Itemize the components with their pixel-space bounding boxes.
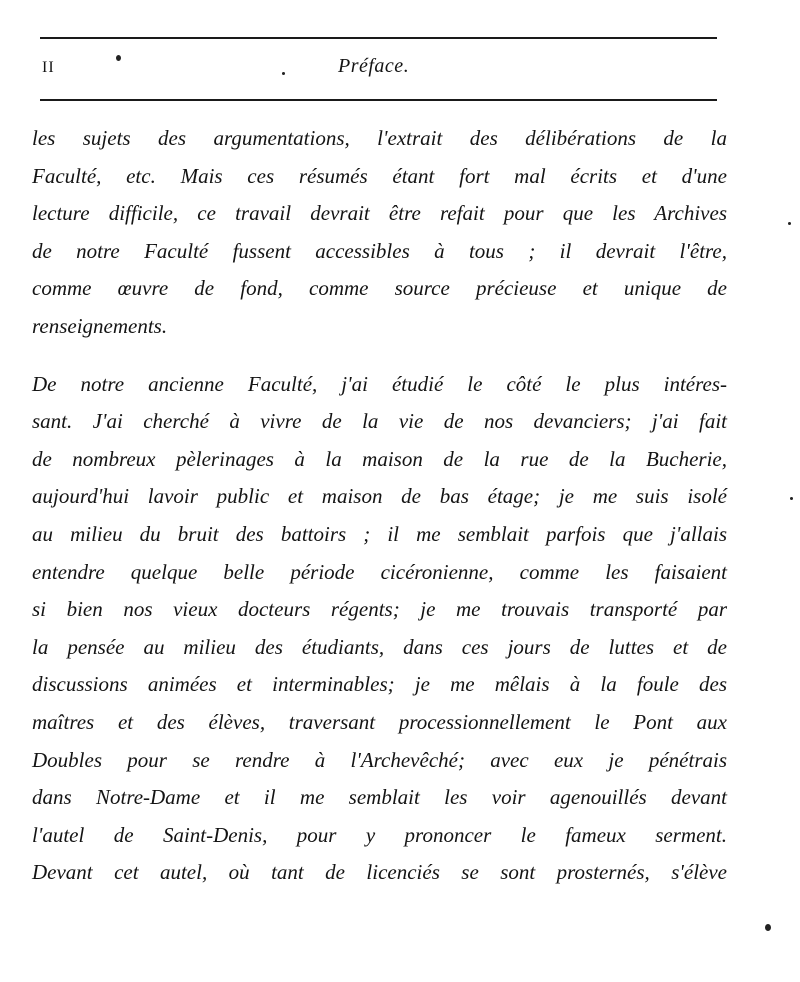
text-line: discussions animées et interminables; je me mêlais à la foule des (32, 672, 727, 697)
text-line: l'autel de Saint-Denis, pour y prononcer le fameux serment. (32, 822, 727, 847)
text-line: de notre Faculté fussent accessibles à tous ; il devrait l'être, (32, 238, 727, 263)
paragraph-spacer (32, 346, 727, 366)
text-line: De notre ancienne Faculté, j'ai étudié le côté le plus intéres- (32, 371, 727, 396)
text-line: sant. J'ai cherché à vivre de la vie de nos devanciers; j'ai fait (32, 409, 727, 434)
paragraph-1 (32, 120, 727, 346)
ink-speck (788, 222, 791, 225)
text-line: comme œuvre de fond, comme source précieuse et unique de (32, 276, 727, 301)
text-line: Faculté, etc. Mais ces résumés étant fort mal écrits et d'une (32, 163, 727, 188)
running-header (40, 55, 717, 89)
ink-speck (116, 55, 121, 61)
text-line: Devant cet autel, où tant de licenciés se sont prosternés, s'élève (32, 860, 727, 885)
paragraph-2 (32, 366, 727, 892)
text-line: maîtres et des élèves, traversant processionnellement le Pont aux (32, 709, 727, 734)
text-line: si bien nos vieux docteurs régents; je me trouvais transporté par (32, 597, 727, 622)
page-number: II (42, 59, 55, 76)
text-line: dans Notre-Dame et il me semblait les voir agenouillés devant (32, 785, 727, 810)
text-line: la pensée au milieu des étudiants, dans ces jours de luttes et de (32, 634, 727, 659)
text-line: renseignements. (32, 313, 168, 338)
header-bottom-rule (40, 99, 717, 101)
header-top-rule (40, 37, 717, 39)
text-line: au milieu du bruit des battoirs ; il me semblait parfois que j'allais (32, 521, 727, 546)
text-line: Doubles pour se rendre à l'Archevêché; avec eux je pénétrais (32, 747, 727, 772)
ink-speck (282, 72, 285, 75)
text-line: de nombreux pèlerinages à la maison de la rue de la Bucherie, (32, 446, 727, 471)
text-line: aujourd'hui lavoir public et maison de bas étage; je me suis isolé (32, 484, 727, 509)
ink-speck (790, 497, 793, 500)
text-line: entendre quelque belle période cicéronienne, comme les faisaient (32, 559, 727, 584)
text-line: lecture difficile, ce travail devrait être refait pour que les Archives (32, 201, 727, 226)
body-text (32, 120, 727, 892)
ink-speck (765, 924, 771, 931)
text-line: les sujets des argumentations, l'extrait des délibérations de la (32, 126, 727, 150)
running-title: Préface. (338, 55, 410, 77)
